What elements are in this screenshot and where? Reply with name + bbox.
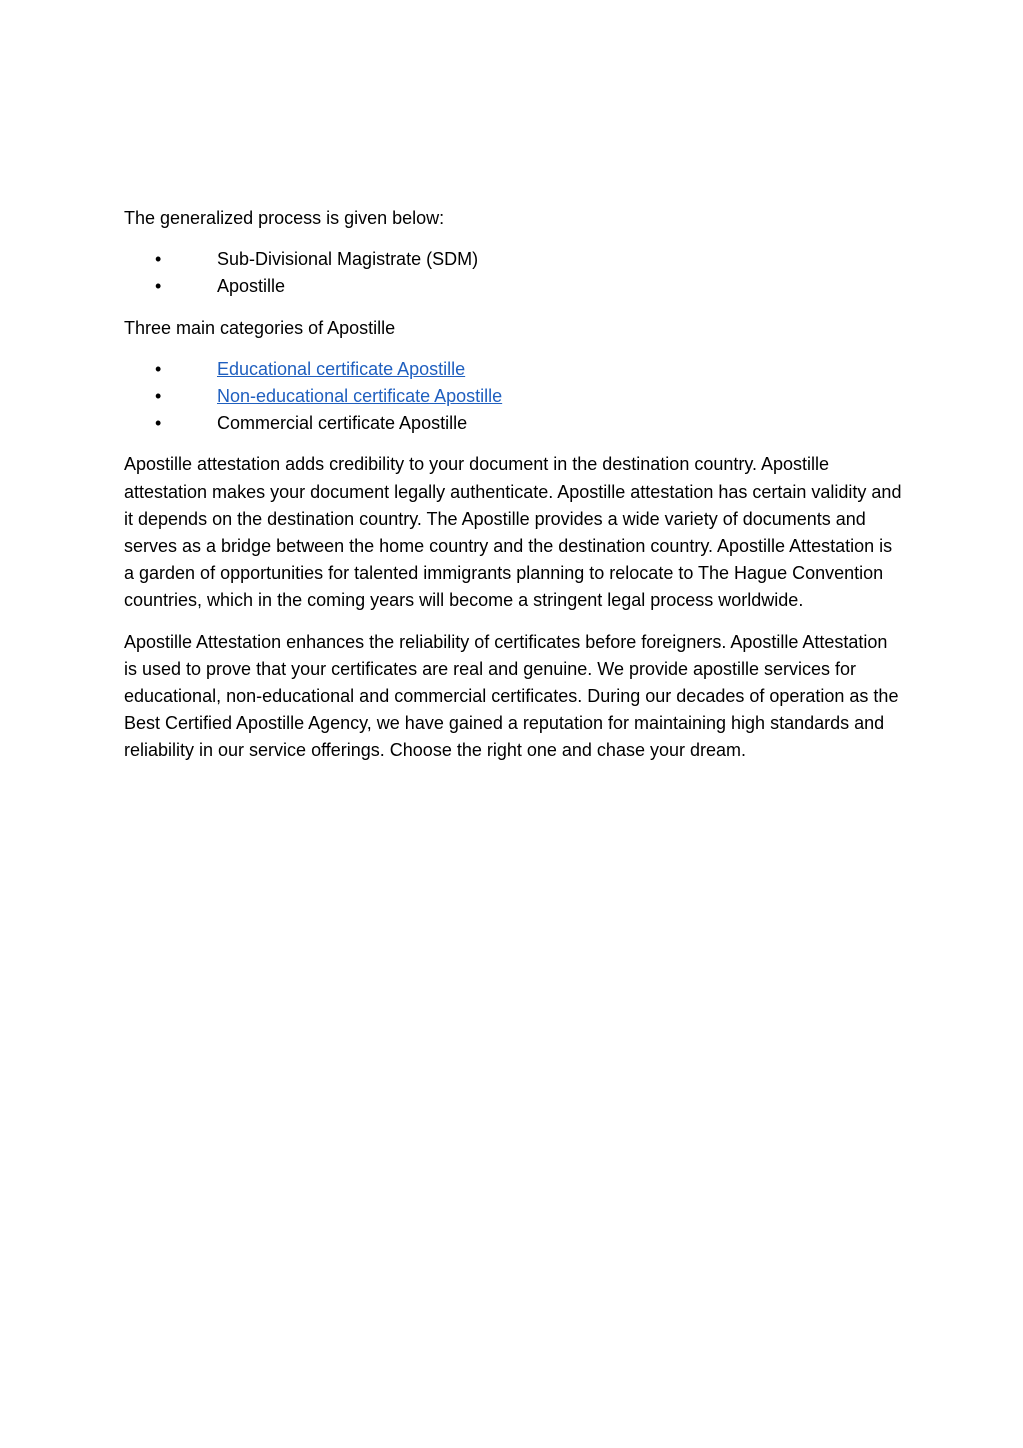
bullet-icon: • — [155, 358, 162, 379]
paragraph-reliability: Apostille Attestation enhances the reliability of certificates before foreigners. Apostille Attestation is used to prove that your certificates are real and genuine. We provide apostille services for educational, non-educational and commercial certificates. During our decades of operation as the Best Certified Apostille Agency, we have gained a reputation for maintaining high standards and reliability in our service offerings. Choose the right one and chase your dream. — [124, 631, 899, 761]
bullet-icon: • — [155, 385, 162, 406]
educational-certificate-link[interactable]: Educational certificate Apostille — [217, 358, 466, 379]
document-page — [124, 205, 904, 779]
commercial-certificate-text: Commercial certificate Apostille — [217, 413, 468, 434]
non-educational-certificate-link[interactable]: Non-educational certificate Apostille — [217, 385, 503, 406]
categories-heading: Three main categories of Apostille — [124, 317, 396, 338]
bullet-icon: • — [155, 413, 162, 434]
list-item — [124, 383, 904, 410]
list-item — [124, 410, 904, 437]
process-step-sdm: Sub-Divisional Magistrate (SDM) — [217, 249, 479, 270]
bullet-icon: • — [155, 249, 162, 270]
categories-list — [124, 356, 904, 438]
list-item — [124, 273, 904, 300]
list-item — [124, 356, 904, 383]
list-item — [124, 246, 904, 273]
paragraph-credibility: Apostille attestation adds credibility to your document in the destination country. Apostille attestation makes your document legally authenticate. Apostille attestation has certain validity and it depends on the destination country. The Apostille provides a wide variety of documents and serves as a bridge between the home country and the destination country. Apostille Attestation is a garden of opportunities for talented immigrants planning to relocate to The Hague Convention countries, which in the coming years will become a stringent legal process worldwide. — [124, 454, 902, 611]
intro-text: The generalized process is given below: — [124, 208, 445, 228]
bullet-icon: • — [155, 276, 162, 297]
process-steps-list — [124, 246, 904, 300]
process-step-apostille: Apostille — [217, 276, 286, 297]
